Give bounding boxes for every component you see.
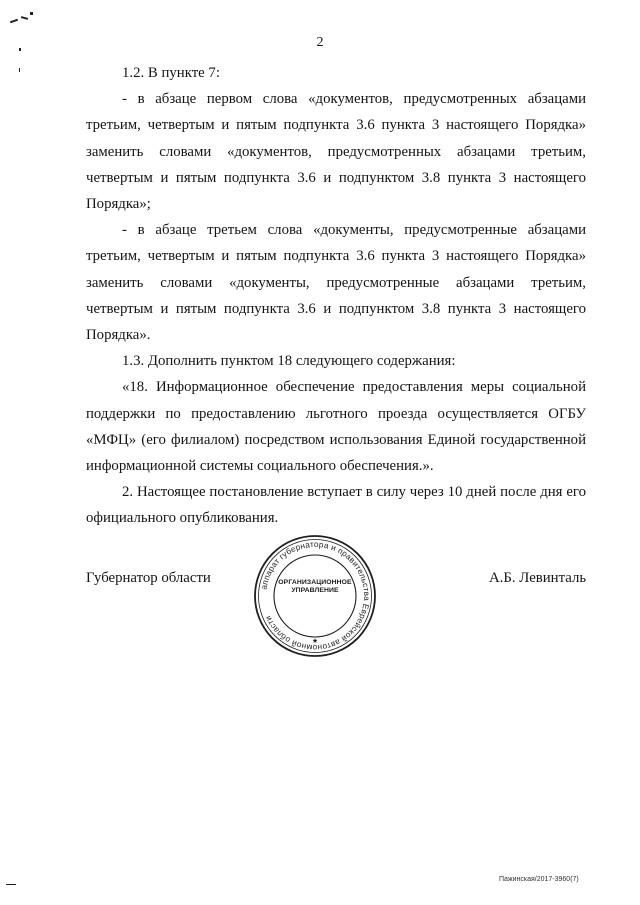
seal-center-line-1: ОРГАНИЗАЦИОННОЕ — [278, 579, 352, 586]
scan-mark — [19, 68, 20, 72]
paragraph-third-indent-change: - в абзаце третьем слова «документы, предусмотренные абзацами третьим, четвертым и пятым подпункта 3.6 пункта 3 настоящего Порядка» заменить словами «документы, предусмотренные абзацами третьим, четвертым и пятым подпункта 3.6 и подпунктом 3.8 пункта 3 настоящего Порядка». — [86, 222, 586, 344]
paragraph-effective-date: 2. Настоящее постановление вступает в силу через 10 дней после дня его официального опубликования. — [86, 484, 586, 527]
paragraph-1-3: 1.3. Дополнить пунктом 18 следующего содержания: — [122, 353, 456, 370]
seal-star-icon: ★ — [311, 637, 319, 645]
scan-mark — [30, 12, 33, 15]
paragraph-point-18: «18. Информационное обеспечение предоставления меры социальной поддержки по предоставлению льготного проезда осуществляется ОГБУ «МФЦ» (его филиалом) посредством использования Единой государственной информационной системы социального обеспечения.». — [86, 379, 586, 475]
seal-center-text — [268, 579, 362, 595]
paragraph-first-indent-change: - в абзаце первом слова «документов, предусмотренных абзацами третьим, четвертым и пятым подпункта 3.6 пункта 3 настоящего Порядка» заменить словами «документов, предусмотренных абзацами третьим, четвертым и пятым подпункта 3.6 и подпунктом 3.8 пункта 3 настоящего Порядка»; — [86, 91, 586, 213]
official-seal-stamp — [252, 533, 378, 659]
scan-mark — [21, 16, 28, 20]
document-body — [86, 60, 586, 532]
page-number: 2 — [316, 35, 324, 50]
seal-center-line-2: УПРАВЛЕНИЕ — [291, 587, 339, 594]
signature-name: А.Б. Левинталь — [489, 570, 587, 586]
svg-text:аппарат губернатора и правител — [259, 540, 371, 652]
signature-role: Губернатор области — [86, 570, 211, 586]
scan-mark — [6, 884, 16, 885]
footer-reference: Пажинская/2017-3960(7) — [499, 876, 579, 883]
seal-ring-text: аппарат губернатора и правительства Еврейской автономной области — [259, 539, 372, 653]
scan-mark — [10, 19, 18, 24]
paragraph-1-2: 1.2. В пункте 7: — [122, 65, 220, 81]
scan-mark — [19, 48, 21, 51]
